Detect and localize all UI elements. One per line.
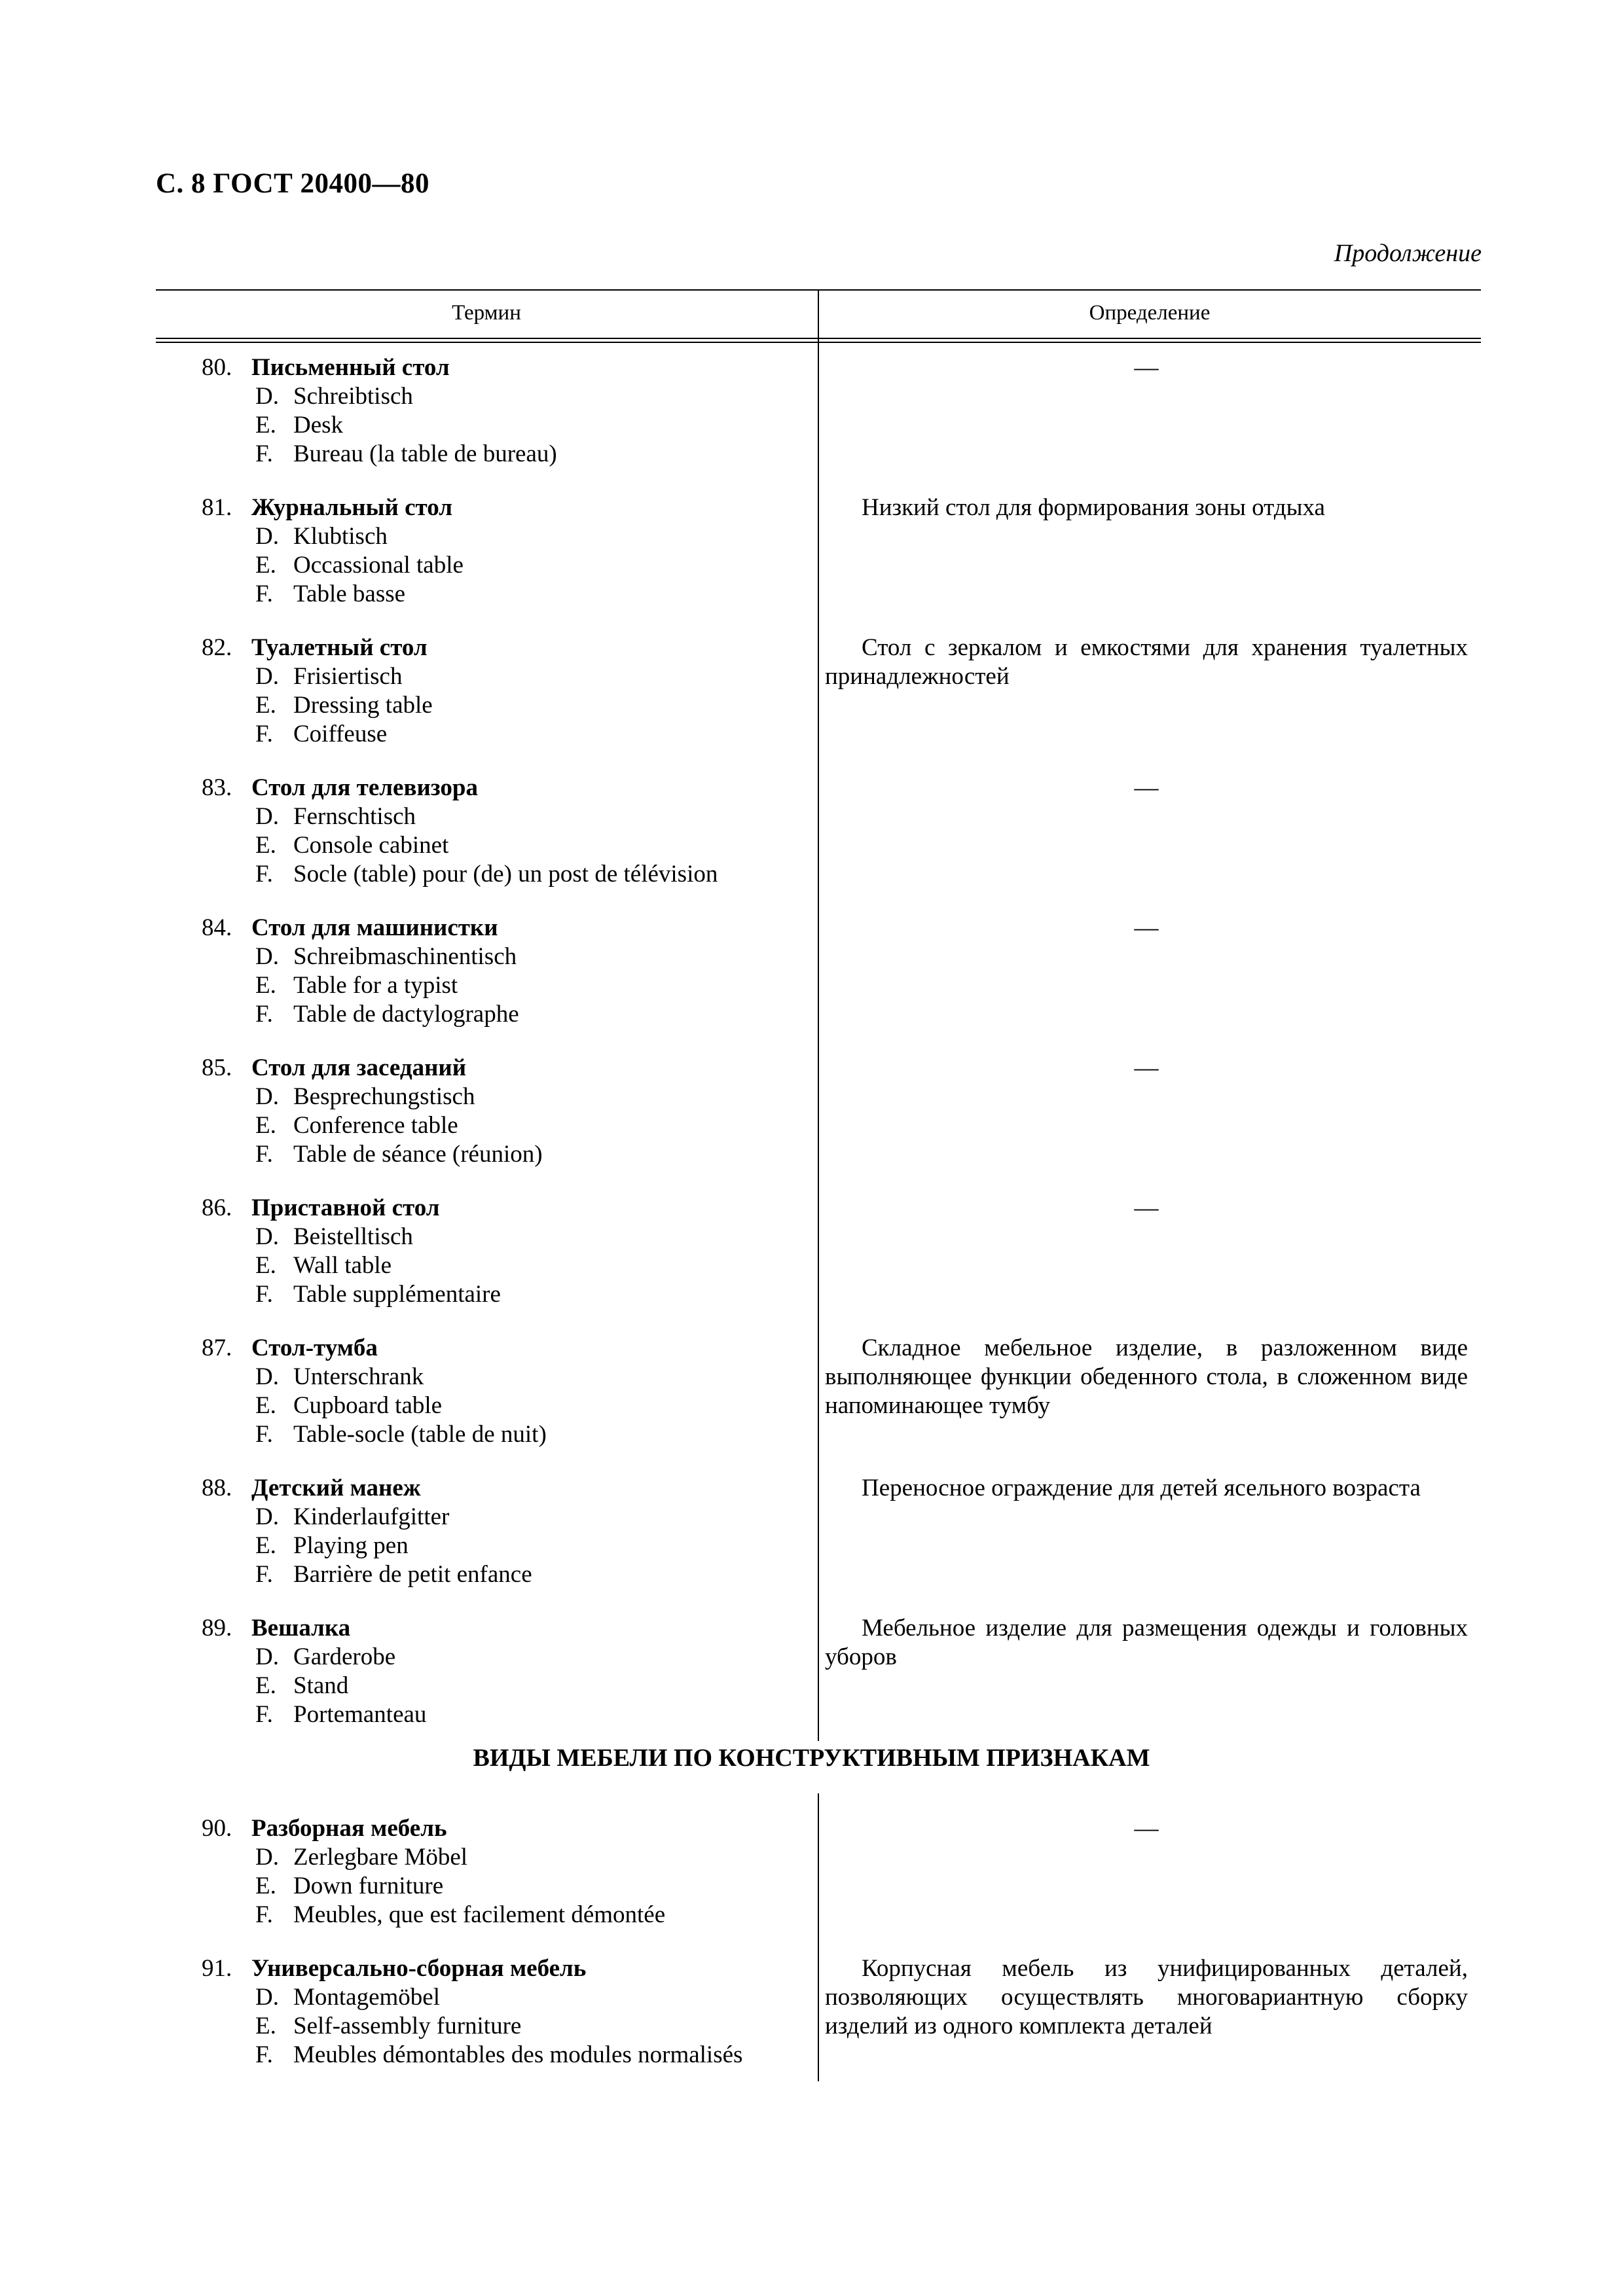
term-cell <box>202 493 817 609</box>
term-main-line <box>202 353 817 382</box>
language-label: D. <box>255 1503 279 1530</box>
language-label: E. <box>255 1112 276 1139</box>
translation-text: Cupboard table <box>293 1392 443 1419</box>
translation-text: Unterschrank <box>293 1363 424 1390</box>
term-number: 82. <box>202 634 232 661</box>
translation-e <box>202 1111 817 1140</box>
translation-e <box>202 1872 817 1901</box>
translation-d <box>202 1223 817 1251</box>
translation-text: Frisiertisch <box>293 663 403 690</box>
term-main-line <box>202 914 817 942</box>
column-divider-lower <box>818 1793 819 2081</box>
term-cell <box>202 1334 817 1449</box>
translation-text: Besprechungstisch <box>293 1083 475 1110</box>
translation-f <box>202 1700 817 1729</box>
translation-text: Garderobe <box>293 1643 396 1670</box>
language-label: D. <box>255 523 279 550</box>
term-number: 83. <box>202 774 232 801</box>
continuation-label: Продолжение <box>1334 240 1482 267</box>
term-number: 86. <box>202 1194 232 1221</box>
translation-e <box>202 2012 817 2041</box>
translation-e <box>202 411 817 440</box>
translation-f <box>202 2041 817 2070</box>
translation-e <box>202 971 817 1000</box>
term-main-line <box>202 1954 817 1983</box>
term-russian: Универсально-сборная мебель <box>251 1955 587 1982</box>
language-label: F. <box>255 861 273 888</box>
language-label: E. <box>255 1672 276 1699</box>
definition-text: — <box>1134 354 1159 381</box>
translation-d <box>202 1843 817 1872</box>
translation-text: Wall table <box>293 1252 392 1279</box>
language-label: E. <box>255 2013 276 2039</box>
translation-text: Occassional table <box>293 552 464 579</box>
definition-text: Мебельное изделие для размещения одежды и головных уборов <box>825 1615 1468 1670</box>
term-russian: Письменный стол <box>251 354 450 381</box>
language-label: F. <box>255 1141 273 1168</box>
term-russian: Вешалка <box>251 1615 351 1641</box>
language-label: E. <box>255 552 276 579</box>
definition-cell <box>825 493 1468 522</box>
definition-cell <box>825 634 1468 691</box>
translation-text: Portemanteau <box>293 1701 427 1728</box>
definition-cell <box>825 1614 1468 1672</box>
language-label: E. <box>255 692 276 719</box>
language-label: E. <box>255 412 276 439</box>
language-label: D. <box>255 1223 279 1250</box>
translation-e <box>202 551 817 580</box>
translation-f <box>202 1560 817 1589</box>
language-label: F. <box>255 581 273 607</box>
term-cell <box>202 1614 817 1729</box>
language-label: F. <box>255 721 273 747</box>
language-label: E. <box>255 972 276 999</box>
term-russian: Приставной стол <box>251 1194 440 1221</box>
translation-e <box>202 1672 817 1700</box>
term-number: 85. <box>202 1054 232 1081</box>
definition-cell <box>825 1474 1468 1503</box>
translation-d <box>202 1643 817 1672</box>
language-label: D. <box>255 383 279 410</box>
language-label: F. <box>255 1701 273 1728</box>
translation-text: Table basse <box>293 581 406 607</box>
term-russian: Разборная мебель <box>251 1815 447 1842</box>
translation-text: Coiffeuse <box>293 721 388 747</box>
term-number: 90. <box>202 1815 232 1842</box>
term-russian: Стол для заседаний <box>251 1054 467 1081</box>
translation-text: Zerlegbare Möbel <box>293 1844 468 1871</box>
term-cell <box>202 774 817 889</box>
translation-f <box>202 1280 817 1309</box>
term-number: 84. <box>202 914 232 941</box>
translation-text: Stand <box>293 1672 349 1699</box>
translation-d <box>202 1363 817 1391</box>
definition-cell <box>825 353 1468 382</box>
translation-text: Self-assembly furniture <box>293 2013 522 2039</box>
definition-cell <box>825 774 1468 802</box>
definition-cell <box>825 914 1468 942</box>
definition-text: — <box>1134 1054 1159 1081</box>
language-label: E. <box>255 1532 276 1559</box>
language-label: F. <box>255 1421 273 1448</box>
definition-text: Стол с зеркалом и емкостями для хранения туалетных принадлежностей <box>825 634 1468 690</box>
term-main-line <box>202 493 817 522</box>
term-number: 91. <box>202 1955 232 1982</box>
translation-text: Barrière de petit enfance <box>293 1561 532 1588</box>
term-main-line <box>202 1614 817 1643</box>
language-label: D. <box>255 663 279 690</box>
translation-e <box>202 691 817 720</box>
term-cell <box>202 1194 817 1309</box>
term-number: 80. <box>202 354 232 381</box>
translation-text: Beistelltisch <box>293 1223 413 1250</box>
term-number: 88. <box>202 1475 232 1501</box>
term-main-line <box>202 1054 817 1083</box>
translation-d <box>202 1503 817 1532</box>
translation-f <box>202 1420 817 1449</box>
language-label: F. <box>255 1561 273 1588</box>
language-label: F. <box>255 2041 273 2068</box>
definition-cell <box>825 1194 1468 1223</box>
translation-text: Down furniture <box>293 1873 444 1899</box>
term-main-line <box>202 1334 817 1363</box>
term-main-line <box>202 1194 817 1223</box>
translation-text: Conference table <box>293 1112 458 1139</box>
translation-text: Meubles démontables des modules normalisés <box>293 2041 743 2068</box>
term-cell <box>202 1474 817 1589</box>
language-label: D. <box>255 1363 279 1390</box>
definition-text: — <box>1134 914 1159 941</box>
translation-text: Table de dactylographe <box>293 1001 519 1028</box>
language-label: D. <box>255 803 279 830</box>
language-label: E. <box>255 1873 276 1899</box>
translation-text: Table de séance (réunion) <box>293 1141 543 1168</box>
translation-e <box>202 1251 817 1280</box>
translation-text: Table for a typist <box>293 972 458 999</box>
translation-text: Schreibtisch <box>293 383 413 410</box>
language-label: F. <box>255 1281 273 1308</box>
definition-text: Корпусная мебель из унифицированных деталей, позволяющих осуществлять многовариантную сборку изделий из одного комплекта деталей <box>825 1955 1468 2039</box>
term-cell <box>202 1954 817 2070</box>
page-header-title: С. 8 ГОСТ 20400—80 <box>156 168 430 199</box>
term-cell <box>202 1814 817 1929</box>
translation-f <box>202 580 817 609</box>
translation-f <box>202 1140 817 1169</box>
translation-f <box>202 720 817 749</box>
language-label: D. <box>255 1984 279 2011</box>
translation-d <box>202 1083 817 1111</box>
translation-text: Table-socle (table de nuit) <box>293 1421 547 1448</box>
translation-text: Bureau (la table de bureau) <box>293 440 557 467</box>
term-cell <box>202 634 817 749</box>
language-label: E. <box>255 832 276 859</box>
term-main-line <box>202 1474 817 1503</box>
translation-text: Meubles, que est facilement démontée <box>293 1901 666 1928</box>
translation-d <box>202 1983 817 2012</box>
translation-text: Table supplémentaire <box>293 1281 501 1308</box>
definition-cell <box>825 1954 1468 2041</box>
language-label: F. <box>255 1001 273 1028</box>
language-label: F. <box>255 440 273 467</box>
definition-text: — <box>1134 1194 1159 1221</box>
translation-text: Desk <box>293 412 344 439</box>
translation-e <box>202 1532 817 1560</box>
term-number: 89. <box>202 1615 232 1641</box>
definition-text: Складное мебельное изделие, в разложенном виде выполняющее функции обеденного стола, в сложенном виде напоминающее тумбу <box>825 1335 1468 1419</box>
term-russian: Стол для машинистки <box>251 914 498 941</box>
column-divider-upper <box>818 289 819 1741</box>
definition-text: — <box>1134 1815 1159 1842</box>
language-label: E. <box>255 1252 276 1279</box>
translation-text: Socle (table) pour (de) un post de télévision <box>293 861 718 888</box>
column-header-term: Термин <box>452 301 521 325</box>
translation-e <box>202 831 817 860</box>
translation-f <box>202 1901 817 1929</box>
term-number: 81. <box>202 494 232 521</box>
translation-text: Klubtisch <box>293 523 388 550</box>
term-russian: Стол-тумба <box>251 1335 378 1361</box>
column-header-definition: Определение <box>1089 301 1211 325</box>
definition-text: Низкий стол для формирования зоны отдыха <box>862 494 1325 521</box>
definition-cell <box>825 1054 1468 1083</box>
language-label: D. <box>255 943 279 970</box>
translation-text: Montagemöbel <box>293 1984 441 2011</box>
translation-d <box>202 662 817 691</box>
definition-cell <box>825 1814 1468 1843</box>
translation-d <box>202 522 817 551</box>
translation-f <box>202 440 817 469</box>
translation-e <box>202 1391 817 1420</box>
translation-d <box>202 942 817 971</box>
term-russian: Журнальный стол <box>251 494 452 521</box>
translation-text: Kinderlaufgitter <box>293 1503 450 1530</box>
term-main-line <box>202 774 817 802</box>
language-label: F. <box>255 1901 273 1928</box>
definition-cell <box>825 1334 1468 1420</box>
term-main-line <box>202 1814 817 1843</box>
language-label: D. <box>255 1844 279 1871</box>
definition-text: Переносное ограждение для детей ясельного возраста <box>862 1475 1421 1501</box>
term-russian: Туалетный стол <box>251 634 428 661</box>
translation-text: Dressing table <box>293 692 433 719</box>
translation-f <box>202 860 817 889</box>
language-label: D. <box>255 1643 279 1670</box>
translation-text: Schreibmaschinentisch <box>293 943 517 970</box>
translation-d <box>202 382 817 411</box>
definition-text: — <box>1134 774 1159 801</box>
term-main-line <box>202 634 817 662</box>
language-label: E. <box>255 1392 276 1419</box>
translation-f <box>202 1000 817 1029</box>
translation-text: Playing pen <box>293 1532 409 1559</box>
term-russian: Детский манеж <box>251 1475 421 1501</box>
translation-d <box>202 802 817 831</box>
translation-text: Console cabinet <box>293 832 449 859</box>
term-cell <box>202 1054 817 1169</box>
term-cell <box>202 914 817 1029</box>
translation-text: Fernschtisch <box>293 803 416 830</box>
section-heading: ВИДЫ МЕБЕЛИ ПО КОНСТРУКТИВНЫМ ПРИЗНАКАМ <box>473 1744 1150 1772</box>
term-russian: Стол для телевизора <box>251 774 478 801</box>
language-label: D. <box>255 1083 279 1110</box>
term-number: 87. <box>202 1335 232 1361</box>
term-cell <box>202 353 817 469</box>
